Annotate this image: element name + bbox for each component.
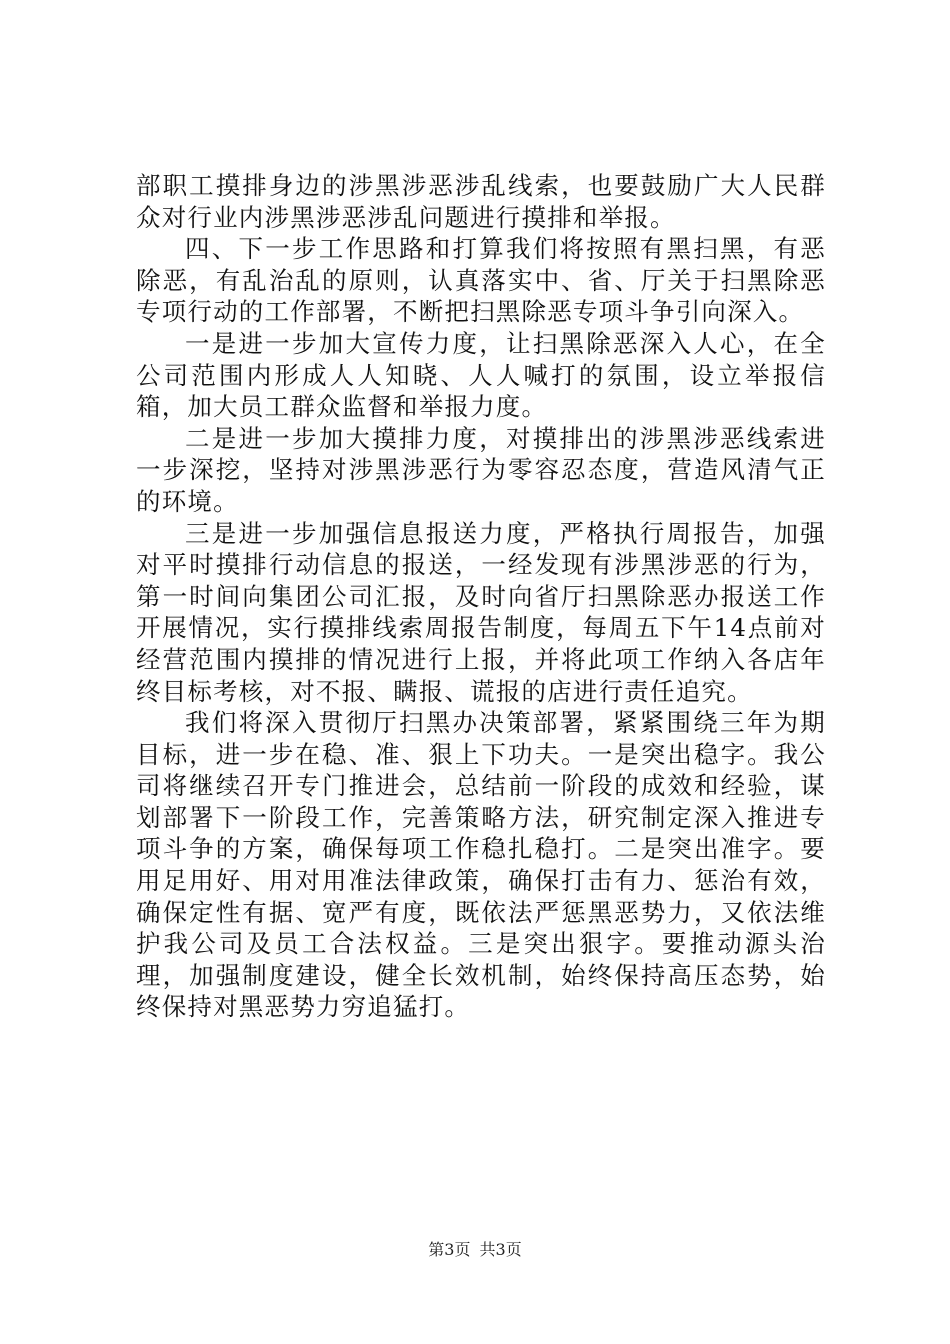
page-footer — [0, 1240, 950, 1260]
page-number: 第3页 — [428, 1240, 471, 1259]
paragraph-conclusion: 我们将深入贯彻厅扫黑办决策部署，紧紧围绕三年为期目标，进一步在稳、准、狠上下功夫。一是突出稳字。我公司将继续召开专门推进会，总结前一阶段的成效和经验，谋划部署下一阶段工作，完善策略方法，研究制定深入推进专项斗争的方案，确保每项工作稳扎稳打。二是突出准字。要用足用好、用对用准法律政策，确保打击有力、惩治有效，确保定性有据、宽严有度，既依法严惩黑恶势力，又依法维护我公司及员工合法权益。三是突出狠字。要推动源头治理，加强制度建设，健全长效机制，始终保持高压态势，始终保持对黑恶势力穷追猛打。 — [136, 708, 826, 1022]
paragraph-section-four: 四、下一步工作思路和打算我们将按照有黑扫黑，有恶除恶，有乱治乱的原则，认真落实中、省、厅关于扫黑除恶专项行动的工作部署，不断把扫黑除恶专项斗争引向深入。 — [136, 234, 826, 327]
paragraph-point-two: 二是进一步加大摸排力度，对摸排出的涉黑涉恶线索进一步深挖，坚持对涉黑涉恶行为零容忍态度，营造风清气正的环境。 — [136, 423, 826, 516]
paragraph-point-one: 一是进一步加大宣传力度，让扫黑除恶深入人心，在全公司范围内形成人人知晓、人人喊打的氛围，设立举报信箱，加大员工群众监督和举报力度。 — [136, 328, 826, 422]
page-total: 共3页 — [479, 1240, 522, 1259]
document-body — [136, 170, 826, 1023]
paragraph-continuation: 部职工摸排身边的涉黑涉恶涉乱线索，也要鼓励广大人民群众对行业内涉黑涉恶涉乱问题进行摸排和举报。 — [136, 171, 826, 232]
paragraph-point-three: 三是进一步加强信息报送力度，严格执行周报告，加强对平时摸排行动信息的报送，一经发现有涉黑涉恶的行为，第一时间向集团公司汇报，及时向省厅扫黑除恶办报送工作开展情况，实行摸排线索周报告制度，每周五下午14点前对经营范围内摸排的情况进行上报，并将此项工作纳入各店年终目标考核，对不报、瞒报、谎报的店进行责任追究。 — [136, 518, 826, 706]
